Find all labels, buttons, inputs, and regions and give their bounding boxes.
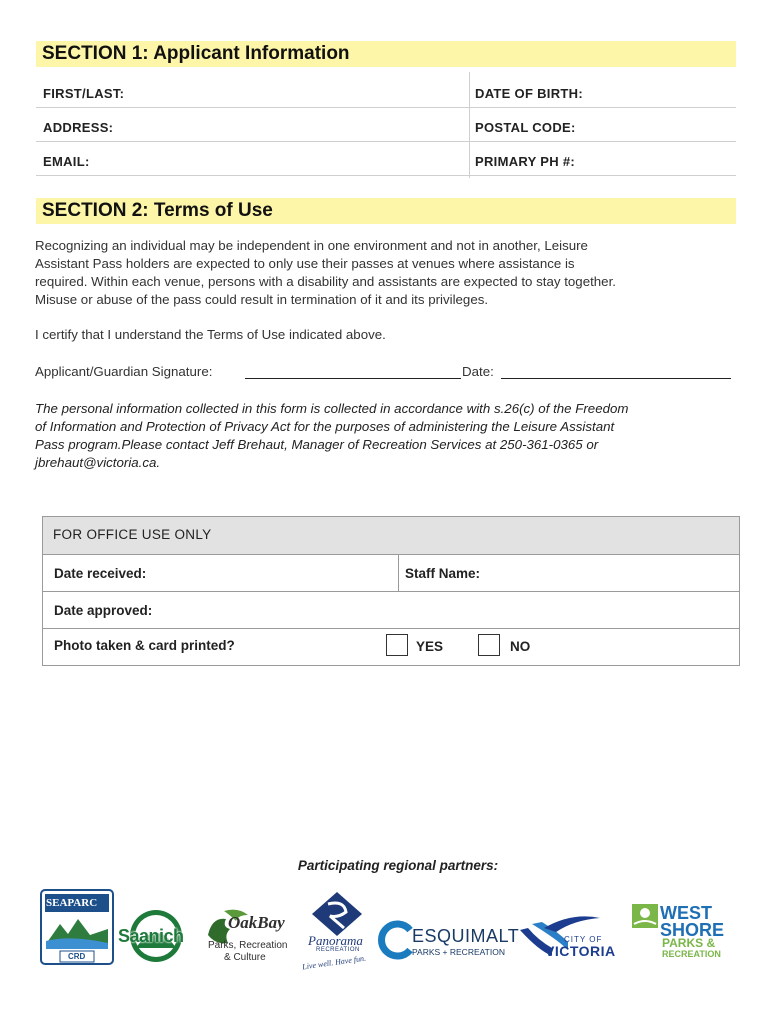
esquimalt-wave-icon [376, 920, 416, 960]
section1-header [36, 41, 736, 67]
westshore-line2: SHORE [660, 920, 725, 940]
photo-question-label: Photo taken & card printed? [54, 638, 235, 653]
office-row-received [43, 555, 739, 592]
section2-header [36, 198, 736, 224]
privacy-line: Pass program.Please contact Jeff Brehaut, Manager of Recreation Services at 250-361-0365 or [35, 437, 599, 452]
date-received-label: Date received: [54, 566, 147, 581]
section1-column-divider [469, 72, 470, 178]
office-row-approved [43, 592, 739, 629]
privacy-line: of Information and Protection of Privacy Act for the purposes of administering the Leisure Assistant [35, 419, 615, 434]
date-of-birth-label: DATE OF BIRTH: [475, 86, 583, 101]
office-column-divider [398, 555, 399, 591]
privacy-line: jbrehaut@victoria.ca. [35, 455, 161, 470]
name-dob-row [36, 75, 736, 108]
privacy-line: The personal information collected in this form is collected in accordance with s.26(c) of the Freedom [35, 401, 629, 416]
signature-label: Applicant/Guardian Signature: [35, 364, 213, 379]
terms-paragraph [35, 237, 735, 309]
date-label: Date: [462, 364, 494, 379]
esquimalt-logo [376, 920, 520, 962]
westshore-logo [632, 904, 728, 960]
terms-line: required. Within each venue, persons with a disability and assistants are expected to stay together. [35, 274, 616, 289]
esquimalt-name: ESQUIMALT [412, 926, 520, 946]
no-checkbox[interactable] [478, 634, 500, 656]
terms-line: Recognizing an individual may be independent in one environment and not in another, Leisure [35, 238, 588, 253]
panorama-name: Panorama [308, 933, 363, 948]
westshore-square-icon [632, 904, 658, 928]
office-use-title: FOR OFFICE USE ONLY [53, 527, 212, 542]
postal-code-label: POSTAL CODE: [475, 120, 576, 135]
privacy-notice [35, 400, 735, 472]
yes-checkbox[interactable] [386, 634, 408, 656]
no-label: NO [510, 639, 531, 654]
seaparc-name: SEAPARC [46, 897, 98, 909]
office-use-header [43, 517, 739, 555]
oakbay-logo [202, 905, 294, 967]
address-postal-row [36, 109, 736, 142]
email-phone-row [36, 143, 736, 176]
oakbay-sub2: & Culture [224, 952, 266, 963]
saanich-name: Saanich [118, 926, 184, 946]
date-field[interactable] [501, 378, 731, 379]
email-label: EMAIL: [43, 154, 90, 169]
panorama-logo [298, 890, 376, 974]
office-use-box [42, 516, 740, 666]
yes-label: YES [416, 639, 444, 654]
terms-line: Assistant Pass holders are expected to only use their passes at venues where assistance is [35, 256, 575, 271]
certify-statement: I certify that I understand the Terms of Use indicated above. [35, 327, 386, 342]
esquimalt-sub: PARKS + RECREATION [412, 947, 505, 957]
westshore-line1: WEST [660, 903, 712, 923]
westshore-line3: PARKS & [662, 936, 716, 950]
terms-line: Misuse or abuse of the pass could result in termination of it and its privileges. [35, 292, 489, 307]
section1-title: SECTION 1: Applicant Information [42, 43, 350, 64]
office-row-photo [43, 629, 739, 665]
panorama-tagline: Live well. Have fun. [301, 953, 367, 972]
seaparc-logo [40, 889, 114, 965]
primary-phone-label: PRIMARY PH #: [475, 154, 575, 169]
section2-title: SECTION 2: Terms of Use [42, 200, 273, 221]
partners-heading: Participating regional partners: [297, 858, 499, 873]
panorama-sub: RECREATION [316, 947, 360, 953]
saanich-logo [118, 908, 194, 966]
first-last-label: FIRST/LAST: [43, 86, 125, 101]
signature-field[interactable] [245, 378, 461, 379]
seaparc-sub: CRD [68, 952, 86, 961]
oakbay-sub1: Parks, Recreation [208, 940, 288, 951]
date-approved-label: Date approved: [54, 603, 153, 618]
oakbay-name: OakBay [228, 913, 285, 932]
signature-line [35, 363, 735, 381]
address-label: ADDRESS: [43, 120, 114, 135]
staff-name-label: Staff Name: [405, 566, 481, 581]
victoria-name: VICTORIA [545, 943, 616, 959]
victoria-city-of: CITY OF [564, 935, 603, 944]
victoria-logo [518, 910, 622, 960]
westshore-line4: RECREATION [662, 949, 721, 959]
